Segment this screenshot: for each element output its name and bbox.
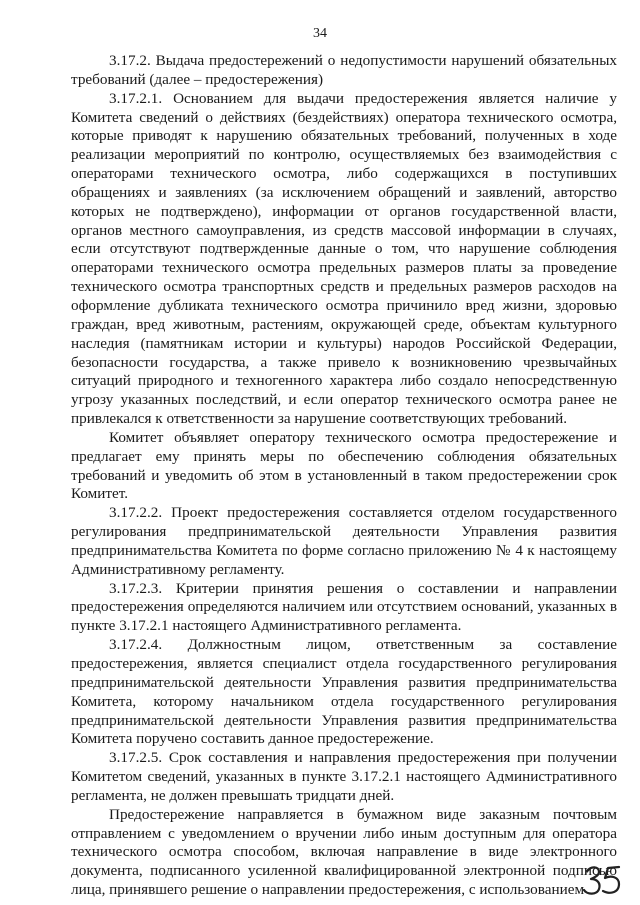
handwritten-page-number [581, 862, 625, 898]
paragraph-warning-delivery: Предостережение направляется в бумажном виде заказным почтовым отправлением с уведомлением о вручении либо иным доступным для оператора технического осмотра способом, включая направление в виде электронного документа, подписанного усиленной квалифицированной электронной подписью лица, принявшего решение о направлении предостережения, с использованием [71, 805, 617, 899]
paragraph-3-17-2-2: 3.17.2.2. Проект предостережения составляется отделом государственного регулирования предпринимательской деятельности Управления развития предпринимательства Комитета по форме согласно приложению № 4 к настоящему Административному регламенту. [71, 504, 617, 578]
paragraph-3-17-2-5: 3.17.2.5. Срок составления и направления предостережения при получении Комитетом сведений, указанных в пункте 3.17.2.1 настоящего Административного регламента, не должен превышать тридцати дней. [71, 749, 617, 804]
document-body [71, 52, 617, 900]
paragraph-3-17-2-1: 3.17.2.1. Основанием для выдачи предостережения является наличие у Комитета сведений о действиях (бездействиях) оператора технического осмотра, которые приводят к нарушению обязательных требований, полученных в ходе реализации мероприятий по контролю, осуществляемых без взаимодействия с операторами технического осмотра, либо содержащихся в поступивших обращениях и заявлениях (за исключением обращений и заявлений, авторство которых не подтверждено), информации от органов государственной власти, органов местного самоуправления, из средств массовой информации в случаях, если отсутствуют подтвержденные данные о том, что нарушение соблюдения операторами технического осмотра предельных размеров платы за проведение технического осмотра транспортных средств и предельных размеров расходов на оформление дубликата технического осмотра причинило вред жизни, здоровью граждан, вред животным, растениям, окружающей среде, объектам культурного наследия (памятникам истории и культуры) народов Российской Федерации, безопасности государства, а также привело к возникновению чрезвычайных ситуаций природного и техногенного характера либо создало непосредственную угрозу указанных последствий, и если оператор технического осмотра ранее не привлекался к ответственности за нарушение соответствующих требований. [71, 89, 617, 428]
paragraph-3-17-2-3: 3.17.2.3. Критерии принятия решения о составлении и направлении предостережения определяются наличием или отсутствием оснований, указанных в пункте 3.17.2.1 настоящего Административного регламента. [71, 579, 617, 635]
paragraph-committee-announces: Комитет объявляет оператору технического осмотра предостережение и предлагает ему принять меры по обеспечению соблюдения обязательных требований и уведомить об этом в установленный в таком предостережении срок Комитет. [71, 428, 617, 503]
paragraph-3-17-2-4: 3.17.2.4. Должностным лицом, ответственным за составление предостережения, является специалист отдела государственного регулирования предпринимательской деятельности Управления развития предпринимательства Комитета, которому начальником отдела государственного регулирования предпринимательской деятельности Управления развития предпринимательства Комитета поручено составить данное предостережение. [71, 636, 617, 748]
paragraph-heading-3-17-2: 3.17.2. Выдача предостережений о недопустимости нарушений обязательных требований (далее – предостережения) [71, 52, 617, 88]
page-number: 34 [313, 26, 327, 41]
